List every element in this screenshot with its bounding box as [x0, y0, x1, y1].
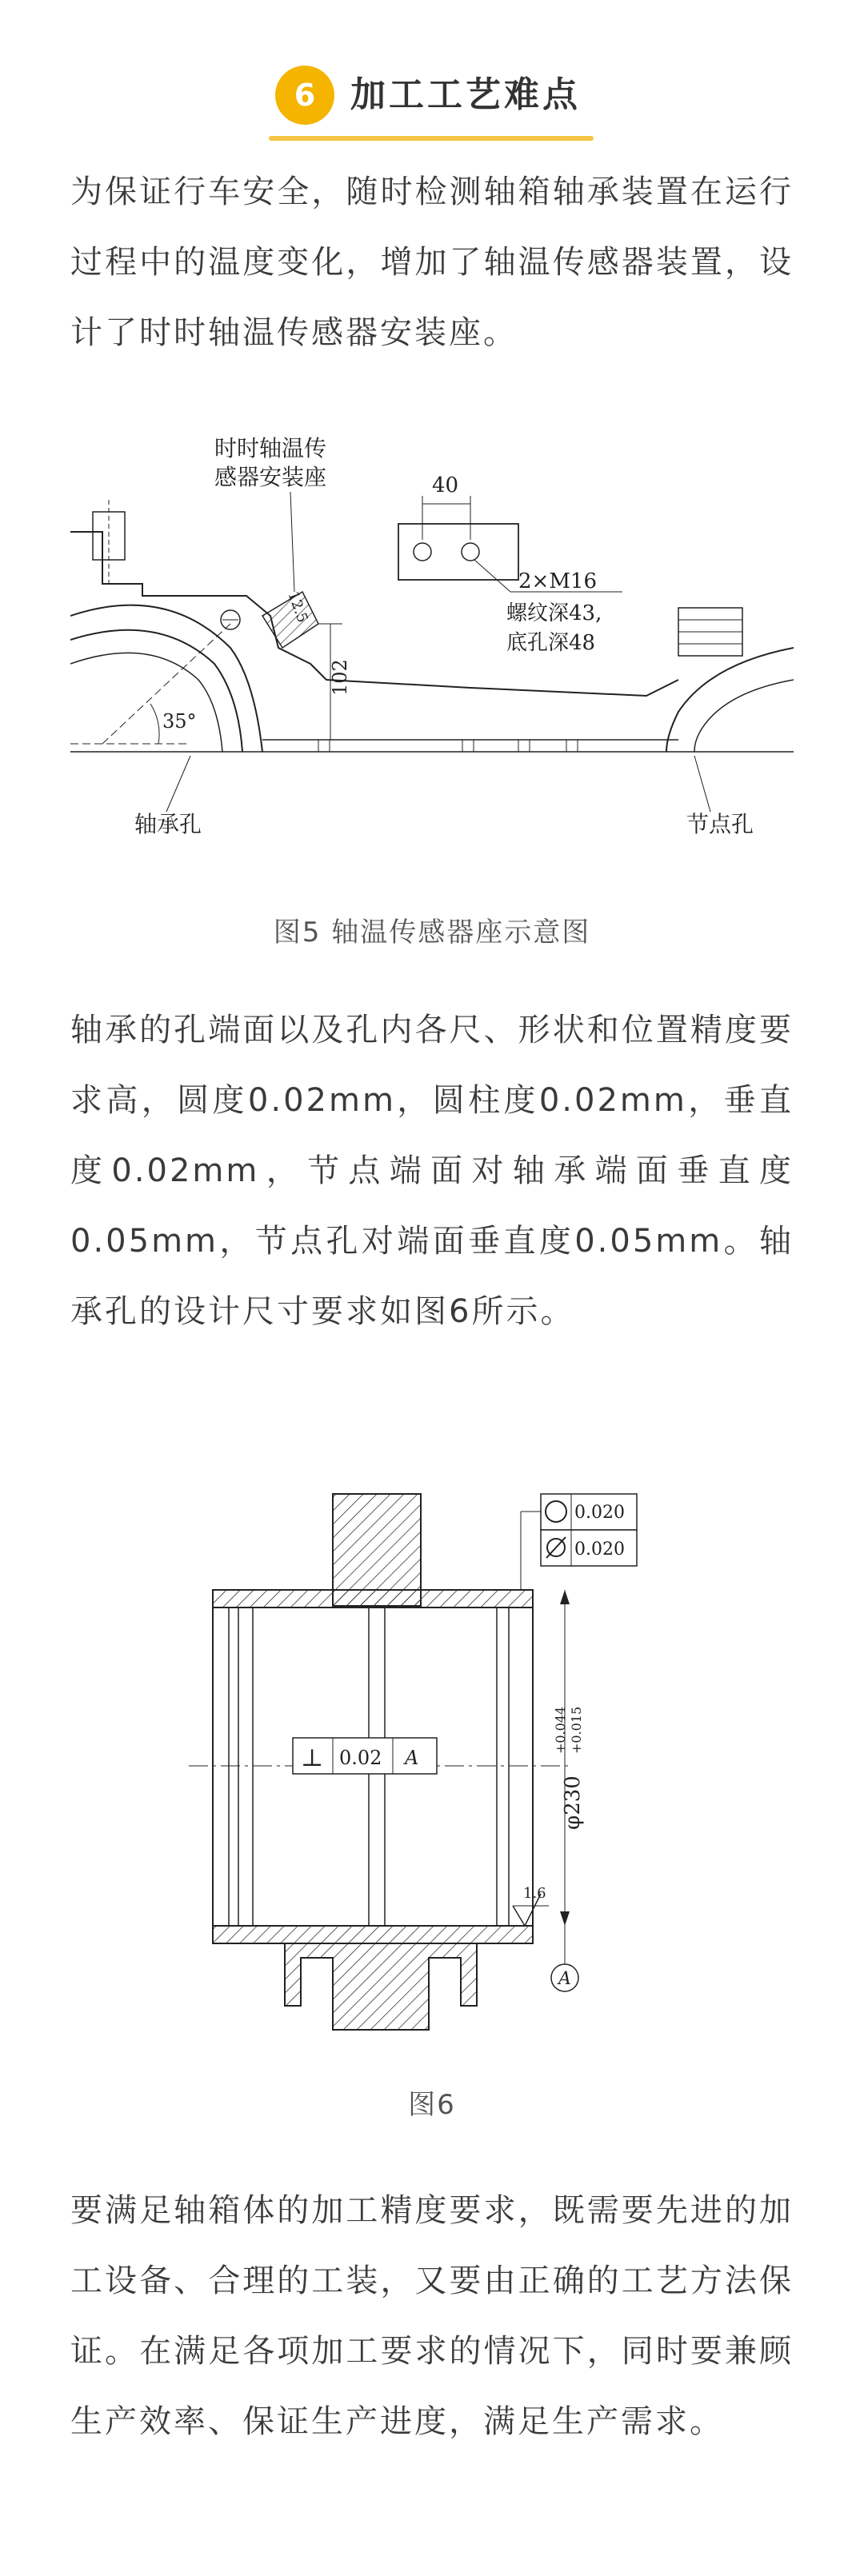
- roughness-value: 1.6: [523, 1885, 546, 1902]
- dim-102-label: 102: [329, 659, 351, 696]
- section-header: [0, 58, 864, 146]
- figure-5-sensor-seat-diagram: [70, 424, 794, 872]
- figure-5-caption: 图5 轴温传感器座示意图: [273, 917, 591, 949]
- cylindricity-value: 0.020: [574, 1540, 625, 1560]
- section-underline: [269, 136, 594, 141]
- diameter-main: φ230: [561, 1775, 585, 1830]
- dim-40-label: 40: [432, 473, 459, 497]
- perp-datum: A: [405, 1747, 419, 1769]
- paragraph-precision: 轴承的孔端面以及孔内各尺、形状和位置精度要求高，圆度0.02mm，圆柱度0.02mm，垂直度0.02mm，节点端面对轴承端面垂直度0.05mm，节点孔对端面垂直度0.05mm。轴承孔的设计尺寸要求如图6所示。: [70, 1012, 794, 1330]
- figure-6-bearing-bore-diagram: [189, 1478, 669, 2054]
- paragraph-intro: 为保证行车安全，随时检测轴箱轴承装置在运行过程中的温度变化，增加了轴温传感器装置，设计了时时轴温传感器安装座。: [70, 174, 794, 351]
- perp-value: 0.02: [339, 1747, 382, 1769]
- perp-symbol: ⊥: [301, 1744, 324, 1772]
- thread-spec-line-1: 2×M16: [518, 569, 598, 593]
- angle-35-label: 35°: [162, 710, 197, 733]
- sensor-seat-label-1: 时时轴温传: [214, 435, 327, 461]
- node-hole-label: 节点孔: [686, 811, 754, 837]
- diameter-upper-tol: +0.044: [553, 1706, 568, 1754]
- section-title: 加工工艺难点: [350, 74, 581, 115]
- figure-6-caption: 图6: [408, 2089, 456, 2121]
- paragraph-requirements: 要满足轴箱体的加工精度要求，既需要先进的加工设备、合理的工装，又要由正确的工艺方法保证。在满足各项加工要求的情况下，同时要兼顾生产效率、保证生产进度，满足生产需求。: [70, 2192, 794, 2440]
- thread-spec-line-2: 螺纹深43,: [506, 601, 602, 625]
- bearing-hole-label: 轴承孔: [134, 811, 202, 837]
- thread-spec-line-3: 底孔深48: [506, 631, 596, 655]
- diameter-lower-tol: +0.015: [569, 1706, 584, 1754]
- roundness-value: 0.020: [574, 1503, 625, 1523]
- sensor-seat-label-2: 感器安装座: [214, 464, 327, 490]
- dim-12-5-label: 12.5: [284, 589, 311, 625]
- datum-a-label: A: [558, 1969, 571, 1989]
- section-number-badge: 6: [275, 66, 334, 125]
